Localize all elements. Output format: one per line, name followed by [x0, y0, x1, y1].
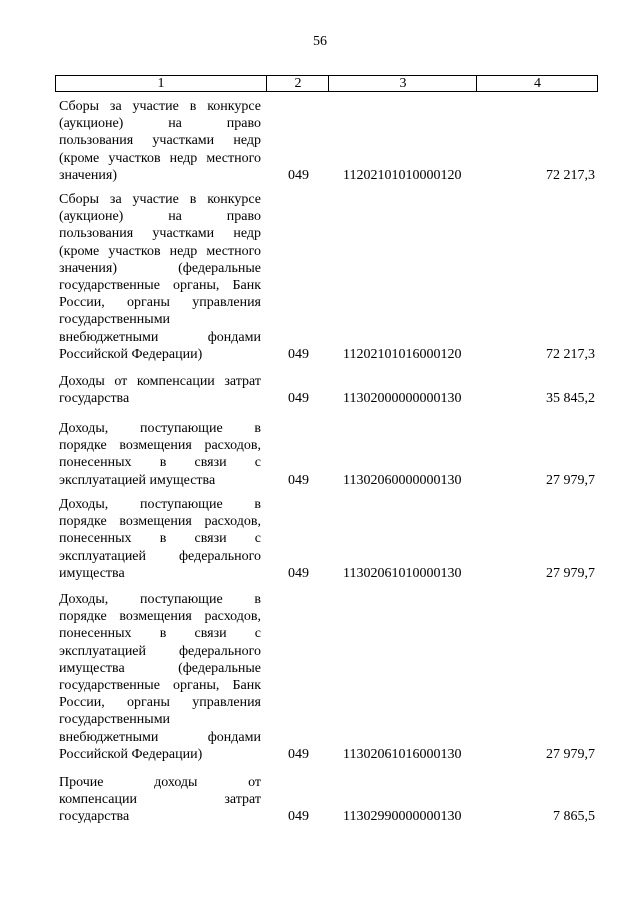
description-line: Сборы за участие в конкурсе [59, 192, 261, 207]
table-row [0, 496, 640, 582]
row-description [59, 591, 261, 763]
row-description [59, 420, 261, 489]
row-budget-code: 11302000000000130 [343, 391, 462, 407]
description-line: (кроме участков недр местного [59, 150, 261, 166]
description-line: Российской Федерации) [59, 746, 203, 762]
row-amount: 27 979,7 [546, 746, 595, 762]
description-line: государственными [59, 712, 171, 728]
page-number: 56 [313, 34, 327, 49]
table-row [0, 420, 640, 489]
row-budget-code: 11302060000000130 [343, 472, 462, 488]
description-line: России, органы управления [59, 695, 261, 711]
description-line: Прочие доходы от [59, 775, 261, 790]
row-admin-code: 049 [288, 167, 309, 183]
row-description [59, 496, 261, 582]
header-col-1: 1 [157, 76, 165, 91]
row-amount: 7 865,5 [553, 809, 595, 825]
table-header-row [55, 75, 598, 92]
row-amount: 72 217,3 [546, 167, 595, 183]
row-amount: 27 979,7 [546, 472, 595, 488]
description-line: Доходы, поступающие в [59, 592, 261, 607]
description-line: компенсации затрат [59, 792, 261, 808]
row-admin-code: 049 [288, 346, 309, 362]
row-admin-code: 049 [288, 809, 309, 825]
table-row [0, 373, 640, 407]
description-line: государства [59, 809, 130, 825]
row-description [59, 373, 261, 407]
description-line: Доходы от компенсации затрат [59, 374, 261, 389]
description-line: понесенных в связи с [59, 626, 261, 642]
description-line: (аукционе) на право [59, 116, 261, 132]
description-line: России, органы управления [59, 295, 261, 311]
row-description [59, 191, 261, 363]
description-line: порядке возмещения расходов, [59, 438, 261, 454]
description-line: понесенных в связи с [59, 455, 261, 471]
row-budget-code: 11302990000000130 [343, 809, 462, 825]
row-amount: 27 979,7 [546, 565, 595, 581]
description-line: Российской Федерации) [59, 346, 203, 362]
row-amount: 72 217,3 [546, 346, 595, 362]
description-line: эксплуатацией федерального [59, 548, 261, 564]
row-description [59, 774, 261, 826]
description-line: внебюджетными фондами [59, 729, 261, 745]
description-line: имущества (федеральные [59, 660, 261, 676]
description-line: государственные органы, Банк [59, 278, 261, 294]
header-col-4: 4 [476, 76, 598, 91]
table-row [0, 591, 640, 763]
description-line: (аукционе) на право [59, 209, 261, 225]
description-line: пользования участками недр [59, 133, 261, 149]
description-line: внебюджетными фондами [59, 329, 261, 345]
row-budget-code: 11302061010000130 [343, 565, 462, 581]
description-line: пользования участками недр [59, 226, 261, 242]
row-admin-code: 049 [288, 472, 309, 488]
description-line: значения) (федеральные [59, 260, 261, 276]
table-row [0, 191, 640, 363]
row-budget-code: 11202101016000120 [343, 346, 462, 362]
description-line: понесенных в связи с [59, 531, 261, 547]
row-budget-code: 11202101010000120 [343, 167, 462, 183]
description-line: (кроме участков недр местного [59, 243, 261, 259]
description-line: государства [59, 391, 130, 407]
description-line: порядке возмещения расходов, [59, 609, 261, 625]
description-line: эксплуатацией имущества [59, 472, 216, 488]
row-admin-code: 049 [288, 746, 309, 762]
row-description [59, 98, 261, 184]
description-line: эксплуатацией федерального [59, 643, 261, 659]
table-row [0, 774, 640, 826]
row-admin-code: 049 [288, 391, 309, 407]
header-col-2: 2 [266, 76, 329, 91]
description-line: значения) [59, 167, 118, 183]
description-line: имущества [59, 565, 125, 581]
table-row [0, 98, 640, 184]
description-line: Доходы, поступающие в [59, 497, 261, 512]
description-line: государственные органы, Банк [59, 678, 261, 694]
description-line: порядке возмещения расходов, [59, 514, 261, 530]
description-line: Доходы, поступающие в [59, 421, 261, 436]
description-line: государственными [59, 312, 171, 328]
row-budget-code: 11302061016000130 [343, 746, 462, 762]
row-amount: 35 845,2 [546, 391, 595, 407]
row-admin-code: 049 [288, 565, 309, 581]
header-col-3: 3 [328, 76, 477, 91]
description-line: Сборы за участие в конкурсе [59, 99, 261, 114]
